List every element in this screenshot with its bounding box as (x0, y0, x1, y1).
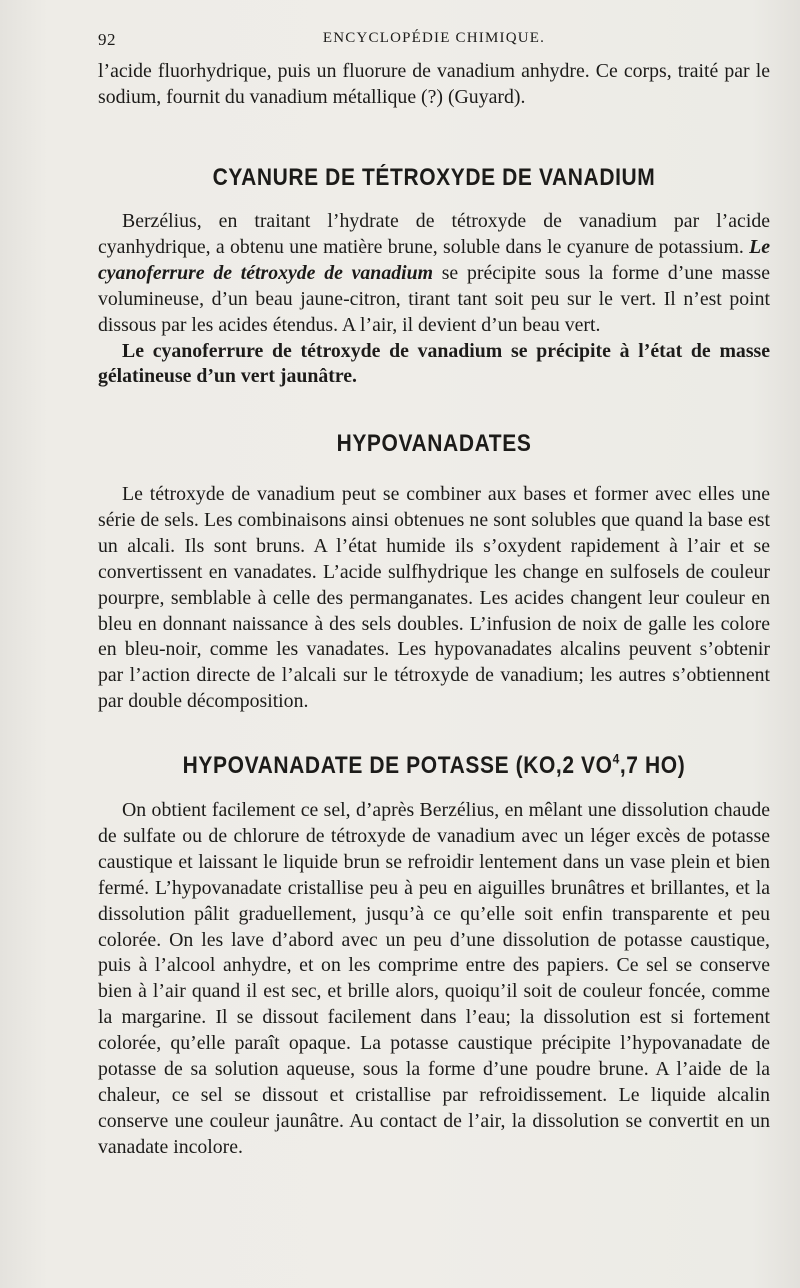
paragraph-text: Berzélius, en traitant l’hydrate de tétroxyde de vanadium par l’acide cyanhydrique, a obtenu une matière brune, soluble dans le cyanure de potassium. (98, 210, 770, 258)
section-heading-cyanure: CYANURE DE TÉTROXYDE DE VANADIUM (212, 164, 656, 191)
paragraph-text: se précipite sous la forme d’une masse volumineuse, d’un beau jaune-citron, tirant tant soit peu sur le vert. Il n’est point dissous par les acides étendus. A l’air, il devient d’un beau vert. (98, 261, 770, 336)
intro-paragraph: l’acide fluorhydrique, puis un fluorure de vanadium anhydre. Ce corps, traité par le sodium, fournit du vanadium métallique (?) (Guyard). (98, 60, 770, 108)
page-number: 92 (98, 30, 116, 49)
running-title: ENCYCLOPÉDIE CHIMIQUE. (322, 30, 546, 46)
heading-text: HYPOVANADATE DE POTASSE (KO,2 VO (182, 752, 613, 779)
intro-paragraph-block (98, 59, 770, 111)
section-hypovanadates-body (98, 482, 770, 715)
section-hypovanadate-potasse-body (98, 798, 770, 1161)
paragraph: Le cyanoferrure de tétroxyde de vanadium se précipite à l’état de masse gélatineuse d’un vert jaunâtre. (98, 339, 770, 388)
heading-text: ,7 HO) (619, 752, 686, 779)
section-heading-hypovanadate-potasse (98, 752, 770, 780)
emphasized-compound-name: Le cyanoferrure de tétroxyde de vanadium (98, 235, 770, 284)
heading-superscript: 4 (612, 751, 620, 768)
section-cyanure-body (98, 209, 770, 390)
paragraph: Le tétroxyde de vanadium peut se combiner aux bases et former avec elles une série de sels. Les combinaisons ainsi obtenues ne sont solubles que quand la base est un alcali. Ils sont bruns. A l’état humide ils s’oxydent rapidement à l’air et se convertissent en vanadates. L’acide sulfhydrique les change en sulfosels de couleur pourpre, semblable à celle des permanganates. Les acides changent leur couleur en bleu en donnant naissance à des sels doubles. L’infusion de noix de galle les colore en bleu-noir, comme les vanadates. Les hypovanadates alcalins peuvent s’obtenir par l’action directe de l’alcali sur le tétroxyde de vanadium; les autres s’obtiennent par double décomposition. (98, 483, 770, 713)
running-head (98, 30, 770, 50)
section-heading-hypovanadates: HYPOVANADATES (336, 430, 532, 457)
paragraph: On obtient facilement ce sel, d’après Berzélius, en mêlant une dissolution chaude de sulfate ou de chlorure de tétroxyde de vanadium avec un léger excès de potasse caustique et laissant le liquide brun se refroidir lentement dans un vase plein et bien fermé. L’hypovanadate cristallise peu à peu en aiguilles brunâtres et brillantes, et la dissolution pâlit graduellement, jusqu’à ce qu’elle soit enfin transparente et peu colorée. On les lave d’abord avec un peu d’une dissolution de potasse caustique, puis à l’alcool anhydre, et on les comprime entre des papiers. Ce sel se conserve bien à l’air quand il est sec, et brille alors, quoiqu’il soit de couleur foncée, comme la margarine. Il se dissout facilement dans l’eau; la dissolution est si fortement colorée, qu’elle paraît opaque. La potasse caustique précipite l’hypovanadate de potasse de sa solution aqueuse, sous la forme d’une poudre brune. A l’aide de la chaleur, ce sel se dissout et cristallise par refroidissement. Le liquide alcalin conserve une couleur jaunâtre. Au contact de l’air, la dissolution se convertit en un vanadate incolore. (98, 799, 770, 1158)
paragraph (98, 209, 770, 339)
